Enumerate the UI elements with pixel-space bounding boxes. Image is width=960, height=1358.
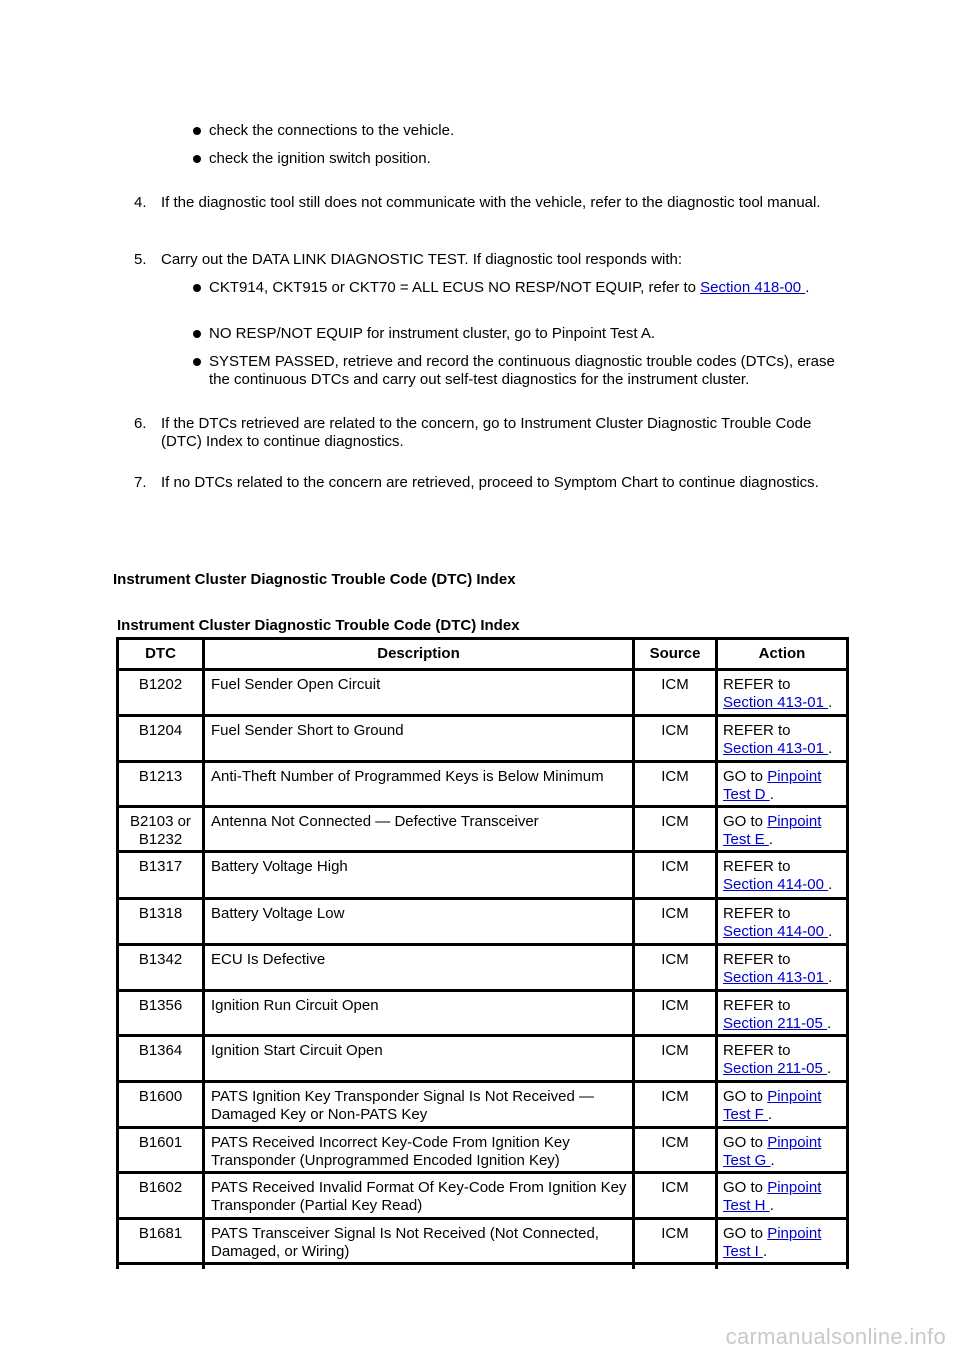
table-row <box>118 1036 848 1082</box>
description-cell: Ignition Start Circuit Open <box>204 1036 634 1082</box>
description-cell: Fuel Sender Short to Ground <box>204 716 634 762</box>
source-cell: ICM <box>634 1082 717 1128</box>
action-cell <box>717 670 848 716</box>
action-cell <box>717 807 848 852</box>
table-row <box>118 945 848 991</box>
step-6: 6. If the DTCs retrieved are related to the concern, go to Instrument Cluster Diagnostic Trouble Code (DTC) Index to continue diagnostics. <box>134 415 812 450</box>
header-action: Action <box>717 639 848 670</box>
action-prefix: GO to <box>723 1088 768 1105</box>
action-suffix: . <box>768 831 774 848</box>
source-cell: ICM <box>634 1128 717 1173</box>
link-section-418-00[interactable]: Section 418-00 <box>700 279 806 296</box>
action-suffix: . <box>828 969 833 986</box>
table-caption: Instrument Cluster Diagnostic Trouble Code (DTC) Index <box>117 617 520 634</box>
description-cell: PATS Ignition Key Transponder Signal Is Not Received — Damaged Key or Non-PATS Key <box>204 1082 634 1128</box>
source-cell: ICM <box>634 807 717 852</box>
source-cell: ICM <box>634 1036 717 1082</box>
dtc-code-cell: B1204 <box>118 716 204 762</box>
action-cell <box>717 1219 848 1264</box>
table-header-row <box>118 639 848 670</box>
header-source: Source <box>634 639 717 670</box>
description-cell: Battery Voltage High <box>204 852 634 899</box>
action-link[interactable]: Pinpoint Test E <box>723 813 822 848</box>
description-cell: PATS Received Incorrect Key-Code From Ignition Key Transponder (Unprogrammed Encoded Ignition Key) <box>204 1128 634 1173</box>
action-suffix: . <box>769 1197 774 1214</box>
action-suffix: . <box>769 786 774 803</box>
header-description: Description <box>204 639 634 670</box>
empty-cell <box>204 1264 634 1270</box>
description-cell: Antenna Not Connected — Defective Transceiver <box>204 807 634 852</box>
action-cell <box>717 1128 848 1173</box>
action-link[interactable]: Section 414-00 <box>723 876 829 893</box>
action-cell <box>717 991 848 1036</box>
step-4: 4. If the diagnostic tool still does not communicate with the vehicle, refer to the diagnostic tool manual. <box>134 194 821 211</box>
description-cell: Battery Voltage Low <box>204 899 634 945</box>
action-prefix: GO to <box>723 768 768 785</box>
dtc-code-cell: B1342 <box>118 945 204 991</box>
table-row <box>118 1173 848 1219</box>
table-row <box>118 1219 848 1264</box>
action-prefix: REFER to <box>723 858 791 875</box>
action-link[interactable]: Section 414-00 <box>723 923 829 940</box>
action-prefix: GO to <box>723 1225 768 1242</box>
action-link[interactable]: Pinpoint Test F <box>723 1088 822 1123</box>
description-cell: Anti-Theft Number of Programmed Keys is Below Minimum <box>204 762 634 807</box>
action-cell <box>717 852 848 899</box>
description-cell: PATS Received Invalid Format Of Key-Code From Ignition Key Transponder (Partial Key Read) <box>204 1173 634 1219</box>
description-cell: Ignition Run Circuit Open <box>204 991 634 1036</box>
source-cell: ICM <box>634 899 717 945</box>
action-link[interactable]: Pinpoint Test H <box>723 1179 822 1214</box>
dtc-code-cell: B1600 <box>118 1082 204 1128</box>
action-link[interactable]: Section 413-01 <box>723 740 829 757</box>
description-cell: Fuel Sender Open Circuit <box>204 670 634 716</box>
action-cell <box>717 1036 848 1082</box>
action-suffix: . <box>763 1243 768 1260</box>
table-row <box>118 1082 848 1128</box>
table-row <box>118 899 848 945</box>
dtc-code-cell: B1364 <box>118 1036 204 1082</box>
bullet-dot-icon <box>193 358 201 366</box>
bullet-system-passed: SYSTEM PASSED, retrieve and record the continuous diagnostic trouble codes (DTCs), erase the continuous DTCs and carry out self-test diagnostics for the instrument cluster. <box>193 353 853 389</box>
source-cell: ICM <box>634 716 717 762</box>
action-suffix: . <box>826 1060 832 1077</box>
action-link[interactable]: Pinpoint Test I <box>723 1225 822 1260</box>
action-prefix: REFER to <box>723 997 791 1014</box>
source-cell: ICM <box>634 762 717 807</box>
dtc-code-cell: B1356 <box>118 991 204 1036</box>
header-dtc: DTC <box>118 639 204 670</box>
dtc-code-cell: B1317 <box>118 852 204 899</box>
step-5: 5. Carry out the DATA LINK DIAGNOSTIC TEST. If diagnostic tool responds with: <box>134 251 683 268</box>
action-suffix: . <box>826 1015 832 1032</box>
section-heading: Instrument Cluster Diagnostic Trouble Code (DTC) Index <box>113 571 516 588</box>
source-cell: ICM <box>634 852 717 899</box>
action-cell <box>717 899 848 945</box>
action-suffix: . <box>828 876 833 893</box>
dtc-code-cell: B1202 <box>118 670 204 716</box>
empty-cell <box>118 1264 204 1270</box>
dtc-code-cell: B1318 <box>118 899 204 945</box>
dtc-index-table <box>116 637 849 1269</box>
action-link[interactable]: Pinpoint Test D <box>723 768 822 803</box>
table-row <box>118 1128 848 1173</box>
action-prefix: REFER to <box>723 951 791 968</box>
table-continuation-row <box>118 1264 848 1270</box>
action-prefix: REFER to <box>723 905 791 922</box>
bullet-dot-icon <box>193 155 201 163</box>
dtc-code-cell: B1681 <box>118 1219 204 1264</box>
table-row <box>118 670 848 716</box>
source-cell: ICM <box>634 670 717 716</box>
action-prefix: REFER to <box>723 676 791 693</box>
dtc-code-cell: B1601 <box>118 1128 204 1173</box>
dtc-code-cell: B2103 or B1232 <box>118 807 204 852</box>
action-suffix: . <box>828 694 833 711</box>
description-cell: PATS Transceiver Signal Is Not Received (Not Connected, Damaged, or Wiring) <box>204 1219 634 1264</box>
table-row <box>118 716 848 762</box>
bullet-dot-icon <box>193 127 201 135</box>
source-cell: ICM <box>634 991 717 1036</box>
table-body <box>118 670 848 1270</box>
description-cell: ECU Is Defective <box>204 945 634 991</box>
table-row <box>118 762 848 807</box>
dtc-code-cell: B1213 <box>118 762 204 807</box>
action-link[interactable]: Section 413-01 <box>723 694 829 711</box>
empty-cell <box>717 1264 848 1270</box>
watermark: carmanualsonline.info <box>725 1324 946 1349</box>
bullet-no-resp: NO RESP/NOT EQUIP for instrument cluster, go to Pinpoint Test A. <box>193 325 853 343</box>
source-cell: ICM <box>634 945 717 991</box>
action-suffix: . <box>828 740 833 757</box>
action-cell <box>717 762 848 807</box>
action-prefix: GO to <box>723 1179 768 1196</box>
empty-cell <box>634 1264 717 1270</box>
bullet-check-ignition: check the ignition switch position. <box>193 150 853 168</box>
bullet-dot-icon <box>193 284 201 292</box>
action-cell <box>717 1173 848 1219</box>
action-link[interactable]: Section 413-01 <box>723 969 829 986</box>
action-prefix: REFER to <box>723 722 791 739</box>
bullet-dot-icon <box>193 330 201 338</box>
action-prefix: REFER to <box>723 1042 791 1059</box>
table-row <box>118 991 848 1036</box>
source-cell: ICM <box>634 1219 717 1264</box>
dtc-code-cell: B1602 <box>118 1173 204 1219</box>
action-link[interactable]: Section 211-05 <box>723 1015 827 1032</box>
action-cell <box>717 945 848 991</box>
action-suffix: . <box>828 923 833 940</box>
action-link[interactable]: Section 211-05 <box>723 1060 827 1077</box>
table-row <box>118 807 848 852</box>
action-cell <box>717 716 848 762</box>
action-prefix: GO to <box>723 813 768 830</box>
action-cell <box>717 1082 848 1128</box>
step-7: 7. If no DTCs related to the concern are retrieved, proceed to Symptom Chart to continue diagnostics. <box>134 474 819 491</box>
bullet-check-connections: check the connections to the vehicle. <box>193 122 853 140</box>
action-suffix: . <box>770 1152 775 1169</box>
action-prefix: GO to <box>723 1134 768 1151</box>
action-suffix: . <box>768 1106 773 1123</box>
action-link[interactable]: Pinpoint Test G <box>723 1134 822 1169</box>
bullet-ckt914: CKT914, CKT915 or CKT70 = ALL ECUS NO RESP/NOT EQUIP, refer to Section 418-00 . <box>193 279 833 299</box>
table-row <box>118 852 848 899</box>
source-cell: ICM <box>634 1173 717 1219</box>
